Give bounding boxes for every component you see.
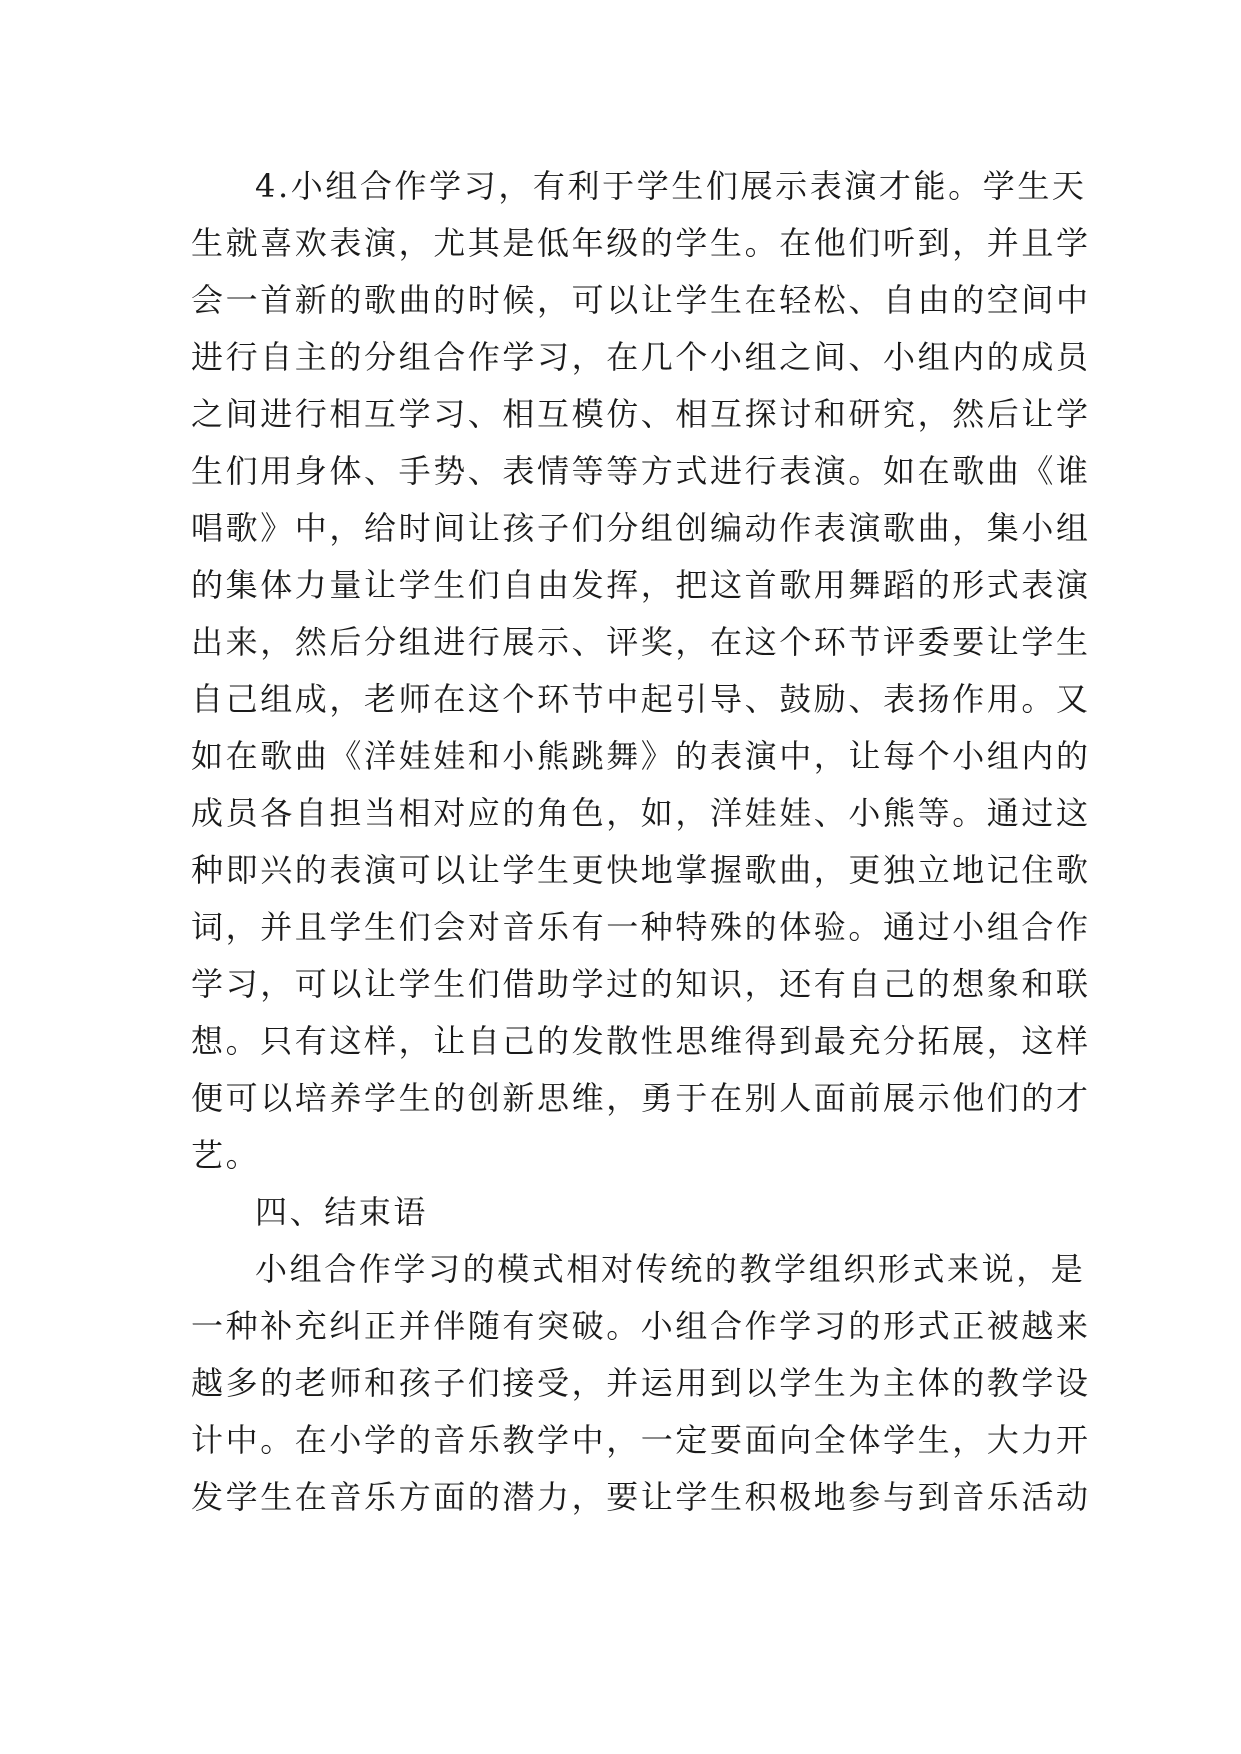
text-line: 越多的老师和孩子们接受，并运用到以学生为主体的教学设 <box>191 1364 1091 1402</box>
paragraph-conclusion <box>191 1241 1091 1526</box>
text-line: 生们用身体、手势、表情等等方式进行表演。如在歌曲《谁 <box>191 452 1091 490</box>
text-line: 艺。 <box>191 1136 261 1174</box>
text-line: 计中。在小学的音乐教学中，一定要面向全体学生，大力开 <box>191 1421 1091 1459</box>
text-line: 便可以培养学生的创新思维，勇于在别人面前展示他们的才 <box>191 1079 1091 1117</box>
paragraph-performance <box>191 158 1091 1184</box>
text-line: 种即兴的表演可以让学生更快地掌握歌曲，更独立地记住歌 <box>191 851 1091 889</box>
text-line: 自己组成，老师在这个环节中起引导、鼓励、表扬作用。又 <box>191 680 1091 718</box>
text-line: 唱歌》中，给时间让孩子们分组创编动作表演歌曲，集小组 <box>191 509 1091 547</box>
text-line: 生就喜欢表演，尤其是低年级的学生。在他们听到，并且学 <box>191 224 1091 262</box>
text-line: 之间进行相互学习、相互模仿、相互探讨和研究，然后让学 <box>191 395 1091 433</box>
text-line: 小组合作学习的模式相对传统的教学组织形式来说，是 <box>255 1250 1086 1288</box>
section-heading: 四、结束语 <box>255 1193 429 1231</box>
text-line: 词，并且学生们会对音乐有一种特殊的体验。通过小组合作 <box>191 908 1091 946</box>
text-line: 学习，可以让学生们借助学过的知识，还有自己的想象和联 <box>191 965 1091 1003</box>
text-line: 的集体力量让学生们自由发挥，把这首歌用舞蹈的形式表演 <box>191 566 1091 604</box>
text-line: 发学生在音乐方面的潜力，要让学生积极地参与到音乐活动 <box>191 1478 1091 1516</box>
text-line: 一种补充纠正并伴随有突破。小组合作学习的形式正被越来 <box>191 1307 1091 1345</box>
text-line: 进行自主的分组合作学习，在几个小组之间、小组内的成员 <box>191 338 1091 376</box>
document-body <box>191 158 1091 1526</box>
text-line: 想。只有这样，让自己的发散性思维得到最充分拓展，这样 <box>191 1022 1091 1060</box>
text-line: 4.小组合作学习，有利于学生们展示表演才能。学生天 <box>255 167 1087 205</box>
text-line: 如在歌曲《洋娃娃和小熊跳舞》的表演中，让每个小组内的 <box>191 737 1091 775</box>
text-line: 出来，然后分组进行展示、评奖，在这个环节评委要让学生 <box>191 623 1091 661</box>
text-line: 成员各自担当相对应的角色，如，洋娃娃、小熊等。通过这 <box>191 794 1091 832</box>
text-line: 会一首新的歌曲的时候，可以让学生在轻松、自由的空间中 <box>191 281 1091 319</box>
